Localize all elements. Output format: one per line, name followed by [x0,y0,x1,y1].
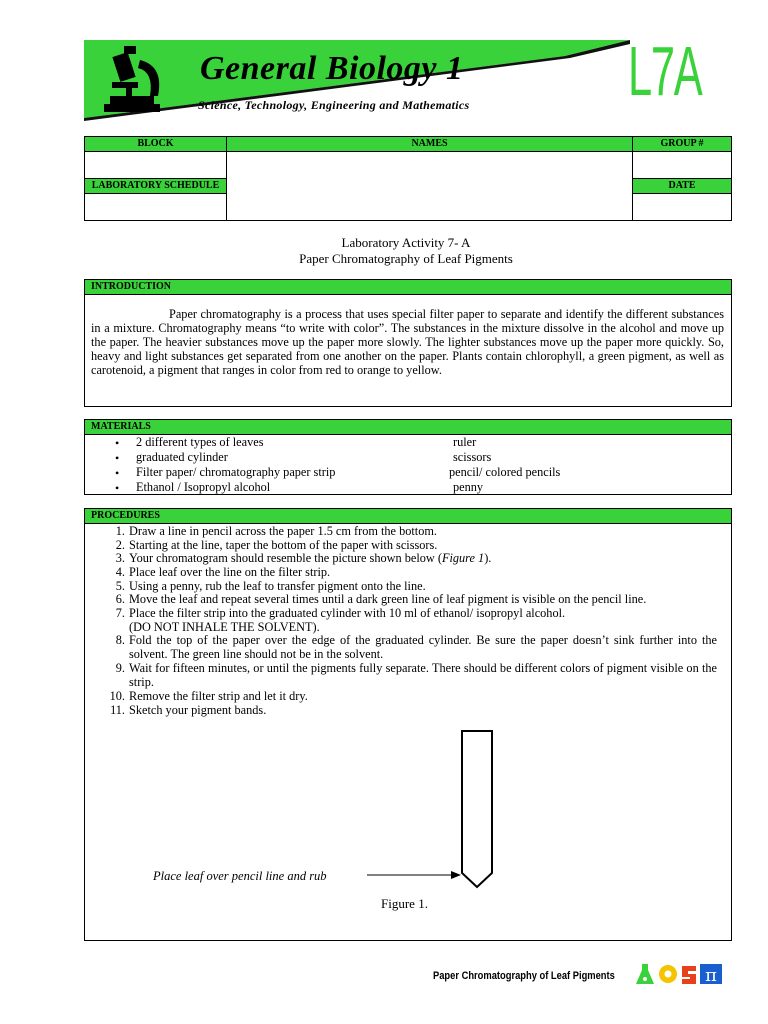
activity-number: Laboratory Activity 7- A [341,235,471,250]
figure-caption: Figure 1. [381,896,428,911]
material-item: ruler [453,435,477,449]
paper-strip-shape [462,731,492,887]
introduction-heading: INTRODUCTION [85,280,731,295]
introduction-section [84,279,732,407]
material-item: Filter paper/ chromatography paper strip [136,465,336,479]
procedures-section: PROCEDURES 1. Draw a line in pencil across the paper 1.5 cm from the bottom. 2. Starting at the line, taper the bottom of the paper with scissors. 3. Your chromatogram should resemble the picture shown below (Figure 1). 4. Place leaf over the line on the filter strip. 5. Using a penny, rub the leaf to transfer pigment onto the line. 6. Move the leaf and repeat several times until a dark green line of leaf pigment is visible on the pencil line. 7. Place the filter strip into the graduated cylinder with 10 ml of ethanol/ isopropyl alcohol. (DO NOT INHALE THE SOLVENT). 8. Fold the top of the paper over the edge of the graduated cylinder. Be sure the paper doesn’t sink further into the solvent. The green line should not be in the solvent. 9. Wait for fifteen minutes, or until the pigments fully separate. There should be different colors of pigment visible on the strip. 10. Remove the filter strip and let it dry. 11. Sketch your pigment bands. Place leaf over pencil line and rub Figure 1. [84,508,732,941]
material-item: penny [453,480,484,494]
bullet: • [115,436,120,450]
materials-heading: MATERIALS [85,420,731,435]
block-header: BLOCK [85,137,227,152]
page-title: General Biology 1 [200,50,464,87]
stem-icons [632,962,724,986]
bullet: • [115,451,120,465]
date-field[interactable] [633,194,732,221]
lesson-code: L7A [628,32,702,110]
figure-1-drawing [345,727,565,897]
svg-text:π: π [705,965,717,986]
arrow-head-icon [451,871,461,879]
page-subtitle: Science, Technology, Engineering and Mathematics [198,98,470,112]
material-item: graduated cylinder [136,450,228,464]
activity-title: Paper Chromatography of Leaf Pigments [299,251,513,266]
lab-schedule-header: LABORATORY SCHEDULE [85,179,227,194]
technology-gear-icon [659,965,677,983]
figure-label: Place leaf over pencil line and rub [153,869,327,883]
info-table [84,136,732,221]
lab-schedule-field[interactable] [85,194,227,221]
bullet: • [115,481,120,495]
procedures-heading: PROCEDURES [85,509,731,524]
pi-icon [700,964,722,986]
material-item: scissors [453,450,492,464]
names-field[interactable] [227,152,633,221]
date-header: DATE [633,179,732,194]
science-flask-icon [636,964,654,984]
material-item: 2 different types of leaves [136,435,264,449]
engineering-icon [682,966,696,984]
group-header: GROUP # [633,137,732,152]
materials-section [84,419,732,495]
material-item: pencil/ colored pencils [449,465,561,479]
group-field[interactable] [633,152,732,179]
introduction-text: Paper chromatography is a process that uses special filter paper to separate and identify the different substances in a mixture. Chromatography means “to write with color”. The substances in the mixture dissolve in the alcohol and move up the paper. The heavier substances move up the paper more slowly. The lighter substances move up the paper more quickly. So, heavy and light substances get separated from one another on the paper. Plants contain chlorophyll, a green pigment, as well as carotenoid, a pigment that ranges in color from red to orange to yellow. [91,307,724,377]
names-header: NAMES [227,137,633,152]
bullet: • [115,466,120,480]
material-item: Ethanol / Isopropyl alcohol [136,480,271,494]
block-field[interactable] [85,152,227,179]
footer-text: Paper Chromatography of Leaf Pigments [433,970,615,982]
